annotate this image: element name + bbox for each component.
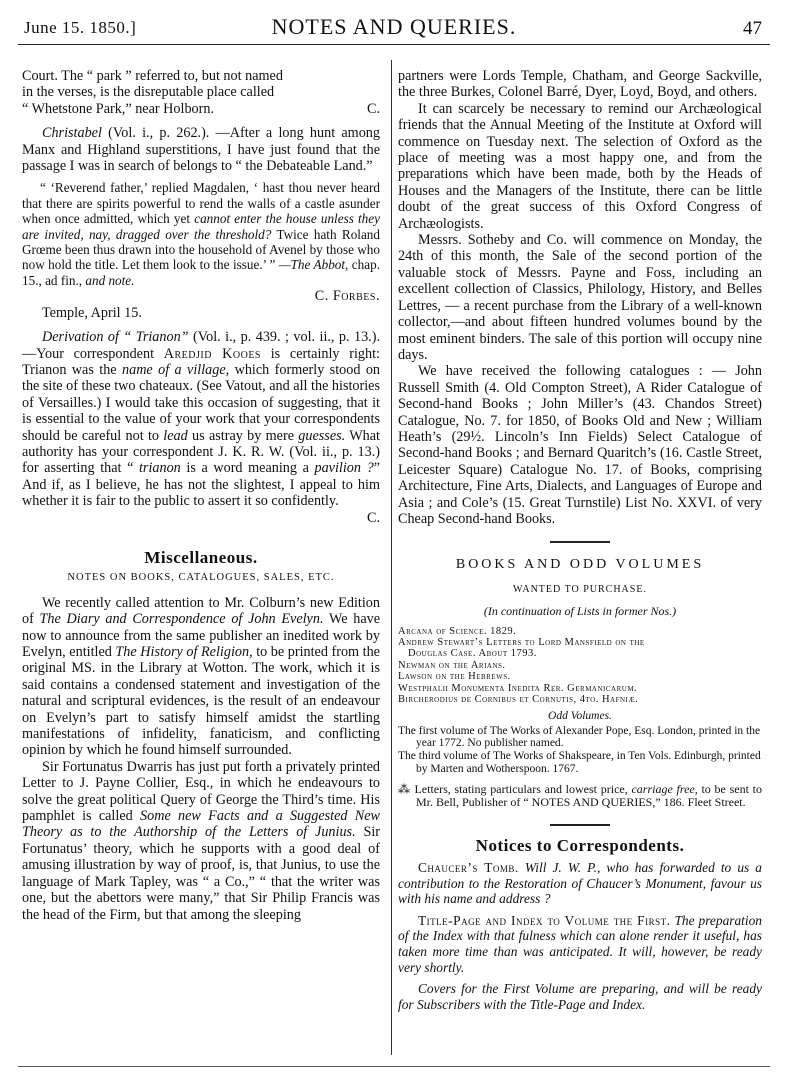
junius-para: Sir Fortunatus Dwarris has just put forth a privately printed Letter to J. Payne Collier, Esq., in which he endeavours to solve the great political Query of George the Third’s time. His pamphlet is called Some new Facts and a Suggested New Theory as to the Authorship of the Letters of Junius. Sir Fortunatus’ theory, which he supports with a good deal of amusing illustration by way of proof, is, that Junius, to use the language of Mark Tapley, was “ a Co.,” “ that the writer was one, but the abettors were many,” that Sir Philip Francis was the head of the Firm, but that among the sleeping: [22, 758, 381, 923]
bottom-rule: [18, 1066, 770, 1067]
letters-notice: ⁂ Letters, stating particulars and lowest price, carriage free, to be sent to Mr. Bell, Publisher of “ NOTES AND QUERIES,” 186. Fleet Street.: [398, 782, 762, 810]
notes-on-books-heading: NOTES ON BOOKS, CATALOGUES, SALES, ETC.: [67, 572, 335, 584]
list-item: Douglas Case. About 1793.: [408, 648, 537, 660]
list-item: The first volume of The Works of Alexander Pope, Esq. London, printed in the year 1772. No publisher named.: [398, 724, 761, 750]
list-item: Arcana of Science. 1829.: [398, 625, 517, 637]
chaucer-notice: Chaucer’s Tomb. Will J. W. P., who has forwarded to us a contribution to the Restoration of Chaucer’s Monument, favour us with his name and address ?: [398, 860, 762, 907]
list-item: Andrew Stewart’s Letters to Lord Mansfield on the: [398, 637, 645, 648]
right-column: [398, 68, 762, 1012]
signature-c: C.: [366, 509, 380, 526]
covers-notice: Covers for the First Volume are preparing, and will be ready for Subscribers with the Title-Page and Index.: [398, 981, 762, 1012]
court-para: Court. The “ park ” referred to, but not named in the verses, is the disreputable place called “ Whetstone Park,” near Holborn. C.: [22, 68, 380, 117]
continuation-note: (In continuation of Lists in former Nos.): [483, 604, 677, 619]
books-heading: BOOKS AND ODD VOLUMES: [455, 557, 705, 573]
header-date: June 15. 1850.]: [24, 18, 137, 37]
wanted-books-list: [398, 626, 762, 706]
wanted-heading: WANTED TO PURCHASE.: [513, 583, 647, 595]
odd-volumes-heading: Odd Volumes.: [548, 710, 612, 723]
index-notice: Title-Page and Index to Volume the First. The preparation of the Index with that fulness which can alone render it useful, has taken more time than was anticipated. It will, however, be ready very shortly.: [398, 912, 762, 975]
miscellaneous-heading: Miscellaneous.: [144, 547, 258, 567]
abbot-quote: “ ‘Reverend father,’ replied Magdalen, ‘ hast thou never heard that there are spirits powerful to rend the walls of a castle asunder when once admitted, which yet cannot enter the house unless they are invited, nay, dragged over the threshold? Twice hath Roland Grœme been thus drawn into the household of Avenel by those who now hold the title. Let them look to the issue.’ ” —The Abbot, chap. 15., ad fin., and note.: [22, 180, 380, 288]
left-column: [22, 68, 380, 923]
signature-forbes: C. Forbes.: [314, 288, 380, 305]
list-item: The third volume of The Works of Shakspeare, in Ten Vols. Edinburgh, printed by Marten and Wotherspoon. 1767.: [398, 750, 761, 775]
odd-volumes-list: [398, 725, 762, 775]
list-item: Bircherodius de Cornibus et Cornutis, 4to. Hafniæ.: [398, 694, 639, 706]
catalogues-para: We have received the following catalogues : — John Russell Smith (4. Old Compton Street), A Rider Catalogue of Second-hand Books ; John Miller’s (43. Chandos Street) Catalogue, No. 7. for 1850, of Books Old and New ; William Heath’s (29½. Lincoln’s Inn Fields) Select Catalogue of Second-hand Books ; and Bernard Quaritch’s (16. Castle Street, Leicester Square) Catalogue No. 17. of Books, comprising Architecture, Fine Arts, Dialects, and Languages of Europe and Asia ; and Cole’s (15. Great Turnstile) List No. XXVI. of very Cheap Second-hand Books.: [398, 363, 762, 527]
partners-para: partners were Lords Temple, Chatham, and George Sackville, the three Burkes, Colonel Barré, Dyer, Loyd, Boyd, and others.: [398, 68, 762, 101]
place-date: Temple, April 15.: [42, 304, 142, 321]
evelyn-para: We recently called attention to Mr. Colburn’s new Edition of The Diary and Correspondence of John Evelyn. We have now to announce from the same publisher an inedited work by Evelyn, entitled The History of Religion, to be printed from the original MS. in the Library at Wotton. The work, which it is said contains a condensed statement and investigation of the natural and scriptural evidences, is the result of an endeavour on Evelyn’s part to satisfy himself amidst the startling manifestations of infidelity, fanaticism, and conflicting opinion by which he found himself surrounded.: [22, 594, 381, 759]
page-number: 47: [743, 18, 762, 39]
trianon-note: Derivation of “ Trianon” (Vol. i., p. 439. ; vol. ii., p. 13.).—Your correspondent Aredjid Kooes is certainly right: Trianon was the name of a village, which formerly stood on the site of these two chateaux. (See Vatout, and all the histories of Versailles.) I would take this occasion of suggesting, that it is essential to the value of your work that your correspondents should be careful not to lead us astray by mere guesses. What authority has your correspondent J. K. R. W. (Vol. ii., p. 13.) for asserting that “ trianon is a word meaning a pavilion ?” And if, as I believe, he has not the slightest, I appeal to him whether it is fair to the public to assert it so confidently.: [22, 329, 381, 510]
page-header: [18, 8, 770, 45]
journal-title: NOTES AND QUERIES.: [271, 14, 517, 39]
notices-heading: Notices to Correspondents.: [475, 835, 685, 855]
column-divider: [391, 60, 392, 1055]
institute-para: It can scarcely be necessary to remind our Archæological friends that the Annual Meeting of the Institute at Oxford will commence on Tuesday next. The selection of Oxford as the place of meeting was a most happy one, and from the preparations which have been made, both by the Heads of Houses and the Managers of the Institute, there can be little doubt of the great success of this Oxford Congress of Archæologists.: [398, 100, 762, 232]
list-item: Lawson on the Hebrews.: [398, 671, 511, 683]
list-item: Westphalii Monumenta Inedita Rer. Germanicarum.: [398, 682, 638, 694]
sotheby-para: Messrs. Sotheby and Co. will commence on Monday, the 24th of this month, the Sale of the second portion of the valuable stock of Messrs. Payne and Foss, including an excellent collection of Classics, Philology, History, and Belles Lettres, — a recent purchase from the Library of a well-known collector,—and about fifteen hundred volumes bound by the most eminent binders. The sale of this portion will occupy nine days.: [398, 232, 762, 363]
section-rule: [550, 541, 610, 543]
list-item: Newman on the Arians.: [398, 659, 506, 671]
section-rule: [550, 824, 610, 826]
christabel-note: Christabel (Vol. i., p. 262.). —After a long hunt among Manx and Highland superstitions, I have just found that the passage I was in search of belongs to “ the Debateable Land.”: [22, 125, 380, 175]
